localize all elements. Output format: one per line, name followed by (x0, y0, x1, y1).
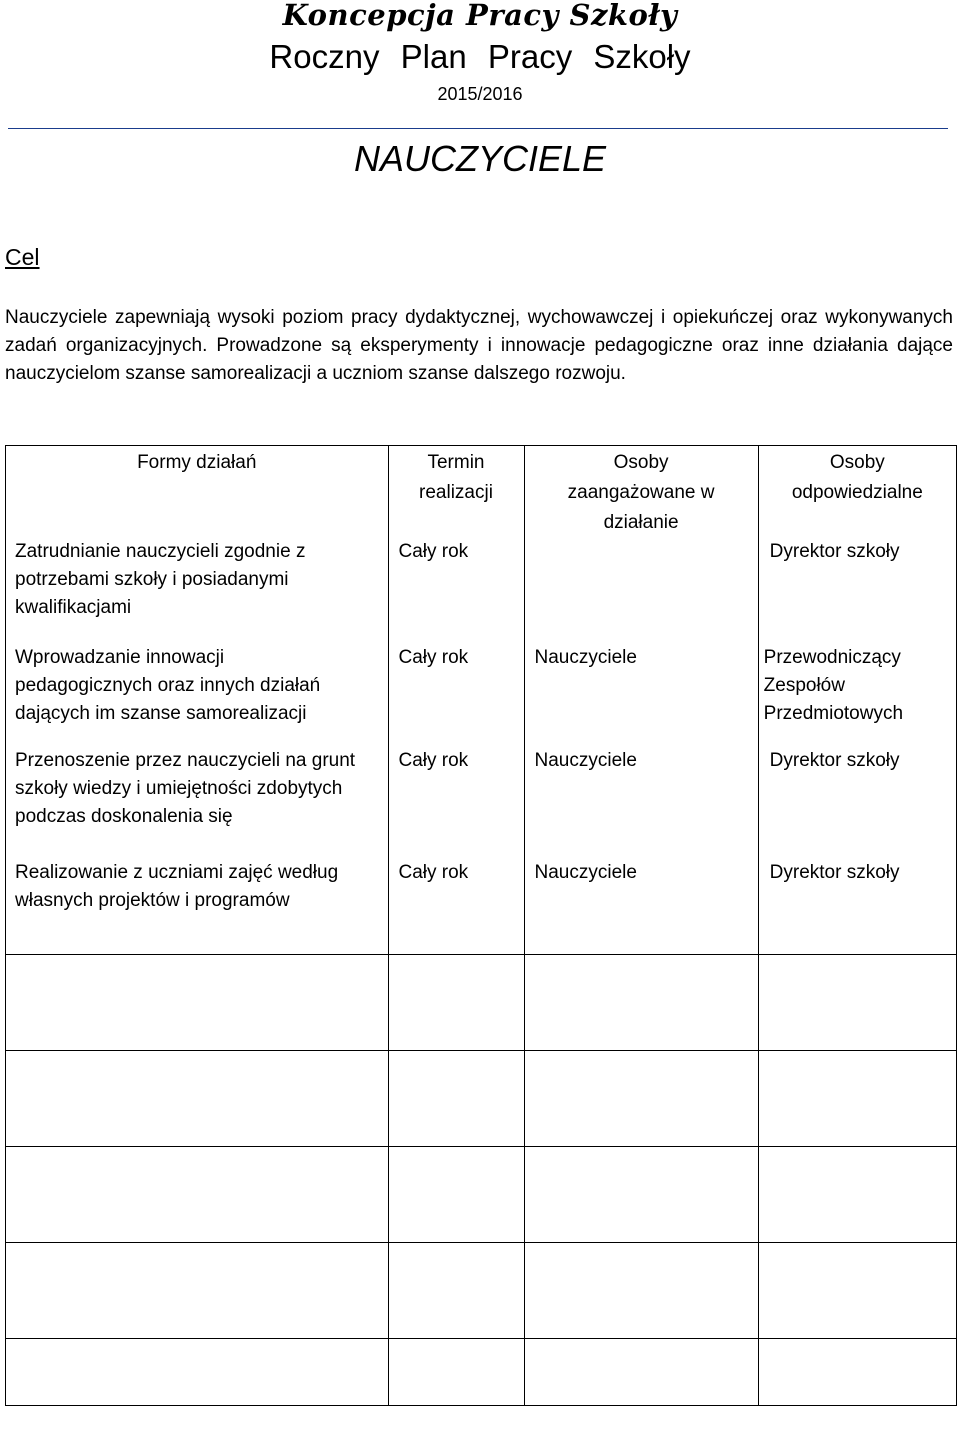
header-term: Termin realizacji (388, 446, 524, 539)
table-row (6, 859, 957, 955)
row-form: Wprowadzanie innowacji pedagogicznych oraz innych działań dających im szanse samorealizacji (15, 647, 321, 724)
empty-row (6, 1339, 957, 1406)
plan-title: Roczny Plan Pracy Szkoły (269, 38, 691, 75)
table-row (6, 747, 957, 859)
row-form: Realizowanie z uczniami zajęć według własnych projektów i programów (15, 862, 339, 911)
row-responsible: Przewodniczący Zespołów Przedmiotowych (763, 647, 904, 724)
header-responsible: Osoby odpowiedzialne (758, 446, 956, 539)
header-forms: Formy działań (6, 446, 389, 539)
table-row (6, 538, 957, 644)
empty-row (6, 1051, 957, 1147)
row-responsible: Dyrektor szkoły (769, 750, 900, 771)
row-involved: Nauczyciele (534, 750, 637, 771)
table-row (6, 644, 957, 747)
row-form: Zatrudnianie nauczycieli zgodnie z potrzebami szkoły i posiadanymi kwalifikacjami (15, 541, 306, 618)
goal-paragraph: Nauczyciele zapewniają wysoki poziom pracy dydaktycznej, wychowawczej i opiekuńczej oraz wykonywanych zadań organizacyjnych. Prowadzone są eksperymenty i innowacje pedagogiczne oraz inne działania dające nauczycielom szanse samorealizacji a uczniom szanse dalszego rozwoju. (5, 307, 953, 384)
empty-row (6, 955, 957, 1051)
header-divider (8, 128, 948, 129)
row-form: Przenoszenie przez nauczycieli na grunt szkoły wiedzy i umiejętności zdobytych podczas doskonalenia się (15, 750, 356, 827)
section-title: NAUCZYCIELE (353, 138, 607, 179)
empty-row (6, 1243, 957, 1339)
row-involved: Nauczyciele (534, 647, 637, 668)
row-term: Cały rok (398, 750, 469, 771)
header-involved: Osoby zaangażowane w działanie (524, 446, 758, 539)
row-term: Cały rok (398, 647, 469, 668)
row-term: Cały rok (398, 862, 469, 883)
activities-table (5, 445, 957, 1406)
row-term: Cały rok (398, 541, 469, 562)
row-responsible: Dyrektor szkoły (769, 541, 900, 562)
row-involved: Nauczyciele (534, 862, 637, 883)
school-year: 2015/2016 (437, 84, 523, 104)
document-script-title: Koncepcja Pracy Szkoły (282, 0, 678, 32)
row-responsible: Dyrektor szkoły (769, 862, 900, 883)
empty-row (6, 1147, 957, 1243)
goal-heading: Cel (5, 244, 40, 270)
